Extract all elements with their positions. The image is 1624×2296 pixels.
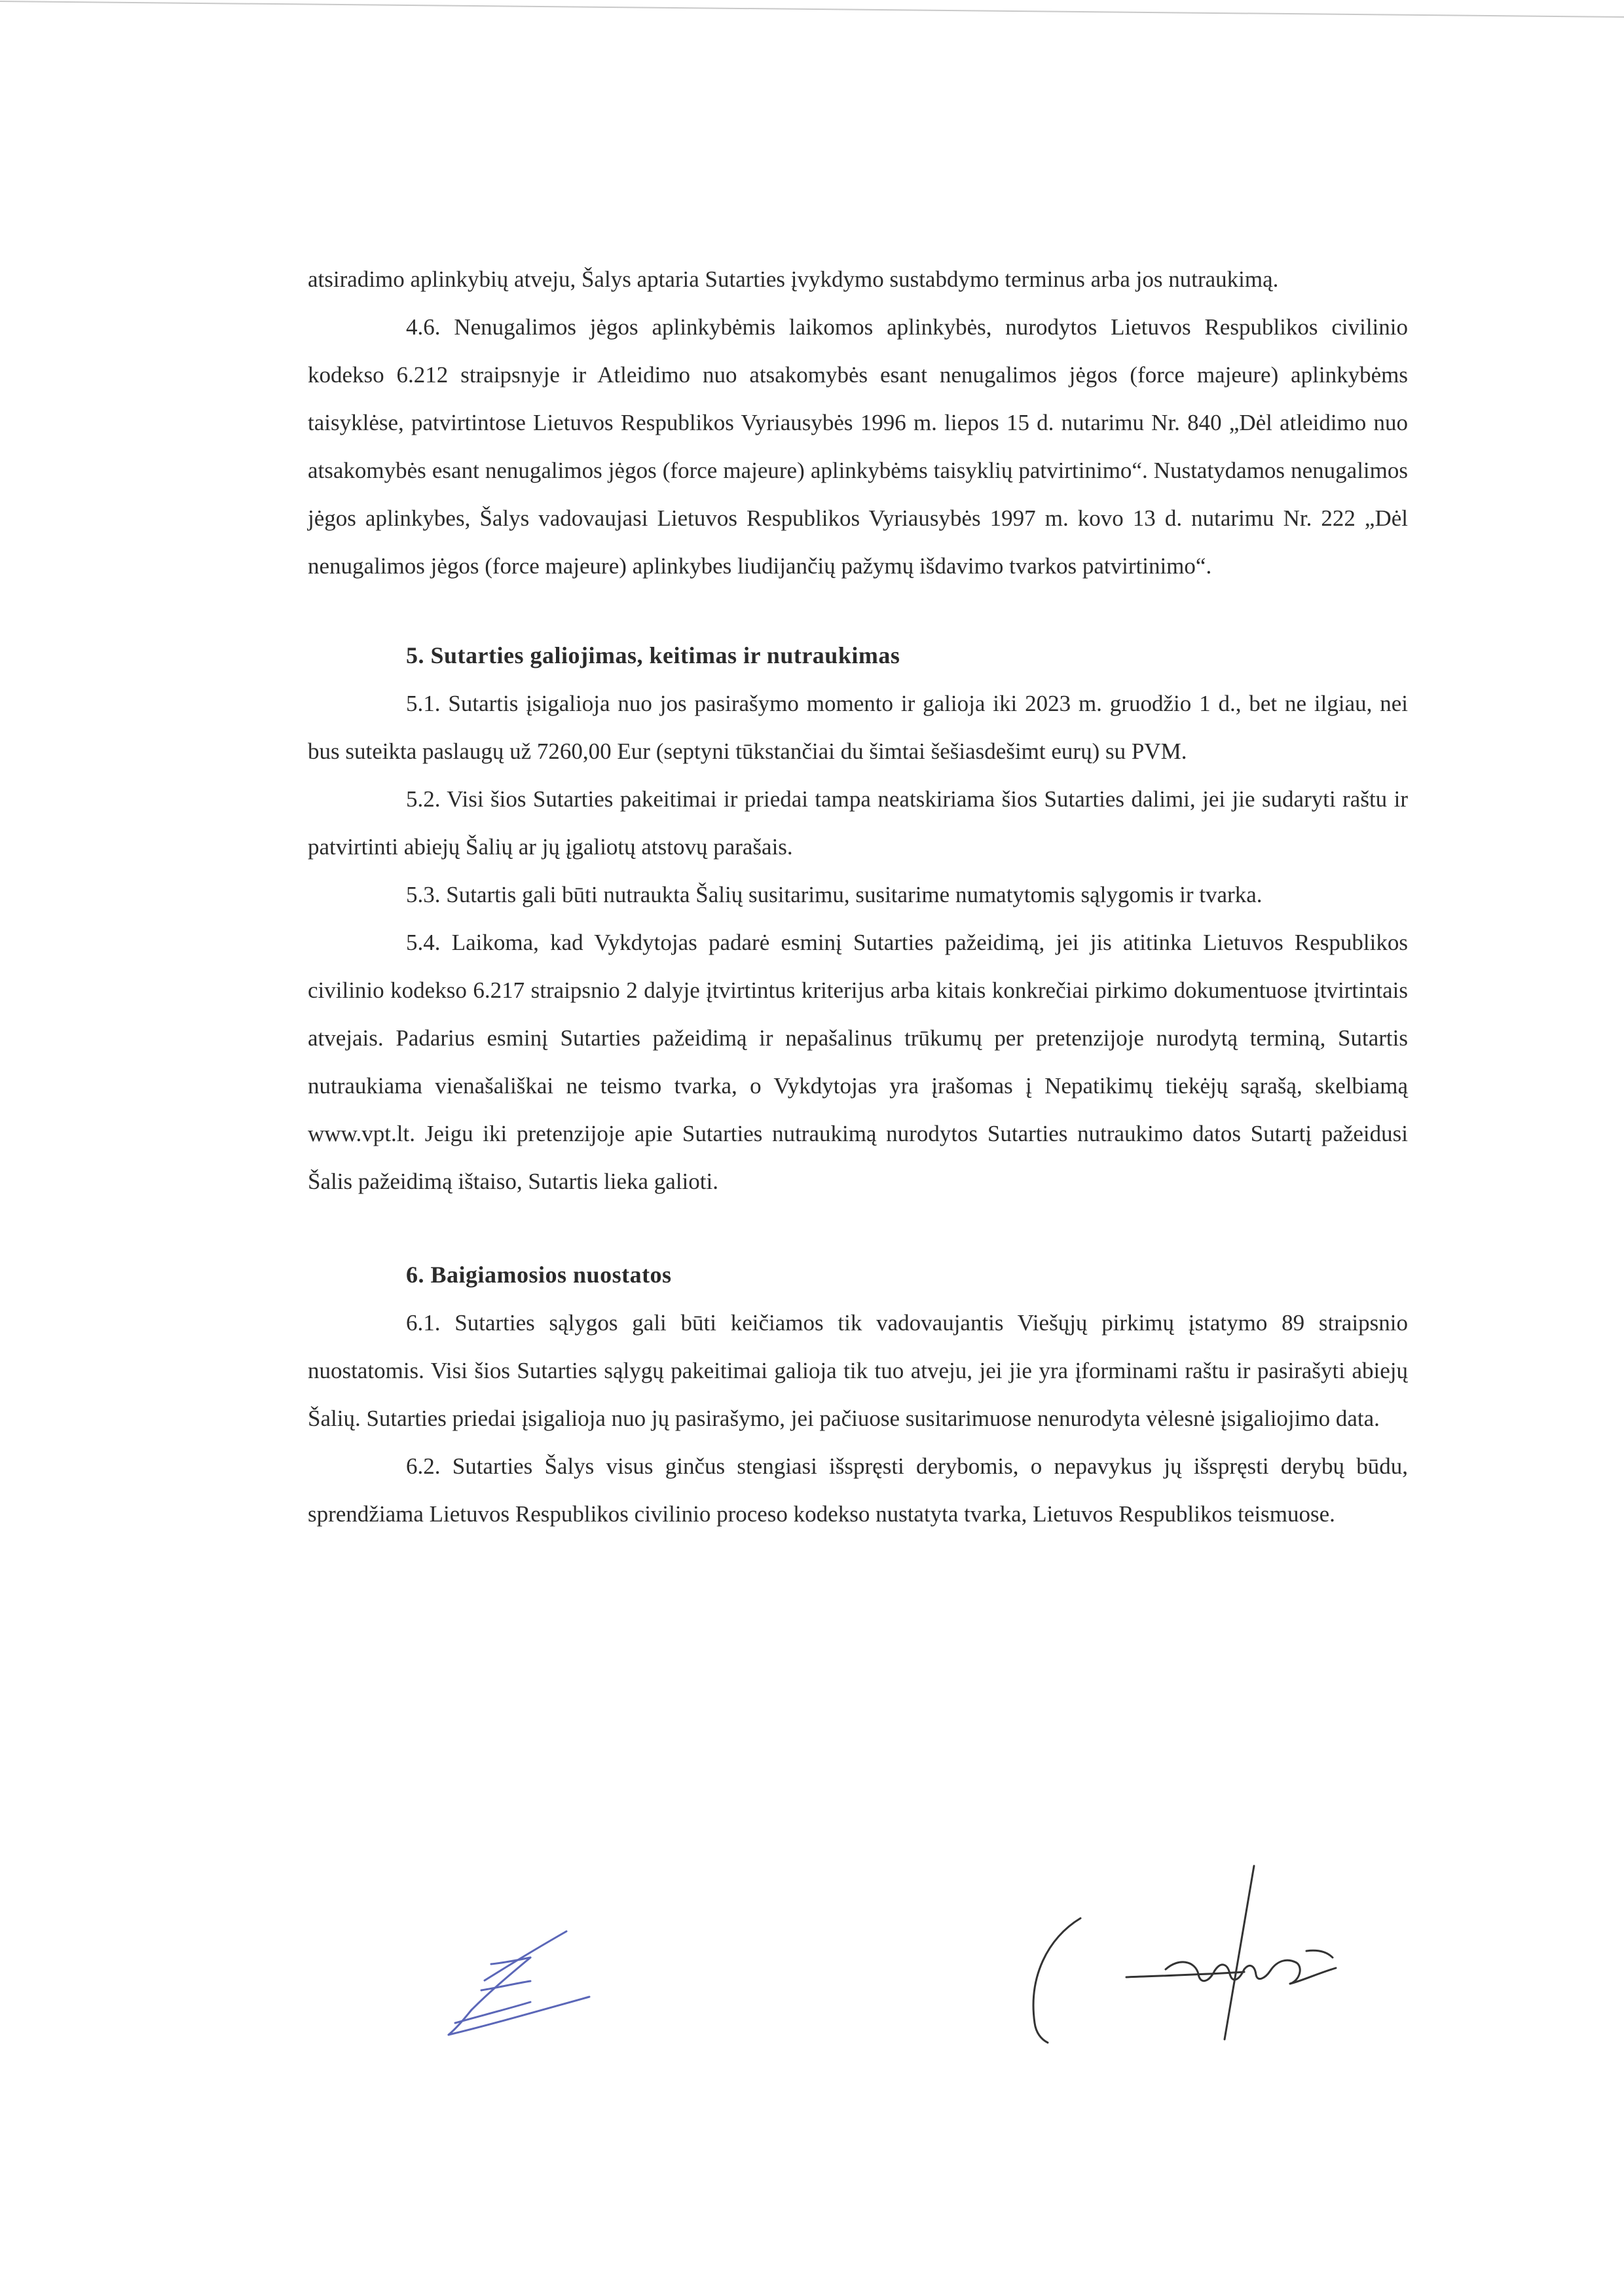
paragraph-5-1: 5.1. Sutartis įsigalioja nuo jos pasirašymo momento ir galioja iki 2023 m. gruodžio 1 d., bet ne ilgiau, nei bus suteikta paslaugų už 7260,00 Eur (septyni tūkstančiai du šimtai šešiasdešimt eurų) su PVM. [308, 691, 1408, 764]
paragraph-5-2: 5.2. Visi šios Sutarties pakeitimai ir priedai tampa neatskiriama šios Sutarties dalimi, jei jie sudaryti raštu ir patvirtinti abiejų Šalių ar jų įgaliotų atstovų parašais. [308, 786, 1408, 860]
paragraph-4-5-continuation: atsiradimo aplinkybių atveju, Šalys aptaria Sutarties įvykdymo sustabdymo terminus arba jos nutraukimą. [308, 266, 1279, 292]
paragraph-4-6: 4.6. Nenugalimos jėgos aplinkybėmis laikomos aplinkybės, nurodytos Lietuvos Respublikos civilinio kodekso 6.212 straipsnyje ir Atleidimo nuo atsakomybės esant nenugalimos jėgos (force majeure) aplinkybėms taisyklėse, patvirtintose Lietuvos Respublikos Vyriausybės 1996 m. liepos 15 d. nutarimu Nr. 840 „Dėl atleidimo nuo atsakomybės esant nenugalimos jėgos (force majeure) aplinkybėms taisyklių patvirtinimo“. Nustatydamos nenugalimos jėgos aplinkybes, Šalys vadovaujasi Lietuvos Respublikos Vyriausybės 1997 m. kovo 13 d. nutarimu Nr. 222 „Dėl nenugalimos jėgos (force majeure) aplinkybes liudijančių pažymų išdavimo tvarkos patvirtinimo“. [308, 314, 1408, 579]
paragraph-6-1: 6.1. Sutarties sąlygos gali būti keičiamos tik vadovaujantis Viešųjų pirkimų įstatymo 89 straipsnio nuostatomis. Visi šios Sutarties sąlygų pakeitimai galioja tik tuo atveju, jei jie yra įforminami raštu ir pasirašyti abiejų Šalių. Sutarties priedai įsigalioja nuo jų pasirašymo, jei pačiuose susitarimuose nenurodyta vėlesnė įsigaliojimo data. [308, 1310, 1408, 1431]
section-heading-5: 5. Sutarties galiojimas, keitimas ir nutraukimas [406, 642, 900, 668]
section-heading-6: 6. Baigiamosios nuostatos [406, 1262, 672, 1288]
scan-edge-line [0, 0, 1624, 26]
paragraph-5-4: 5.4. Laikoma, kad Vykdytojas padarė esminį Sutarties pažeidimą, jei jis atitinka Lietuvos Respublikos civilinio kodekso 6.217 straipsnio 2 dalyje įtvirtintus kriterijus arba kitais konkrečiai pirkimo dokumentuose įtvirtintais atvejais. Padarius esminį Sutarties pažeidimą ir nepašalinus trūkumų per pretenzijoje nurodytą terminą, Sutartis nutraukiama vienašališkai ne teismo tvarka, o Vykdytojas yra įrašomas į Nepatikimų tiekėjų sąrašą, skelbiamą www.vpt.lt. Jeigu iki pretenzijoje apie Sutarties nutraukimą nurodytos Sutarties nutraukimo datos Sutartį pažeidusi Šalis pažeidimą ištaiso, Sutartis lieka galioti. [308, 930, 1408, 1194]
signature-right-icon [1008, 1853, 1414, 2049]
paragraph-6-2: 6.2. Sutarties Šalys visus ginčus stengiasi išspręsti derybomis, o nepavykus jų išspręsti derybų būdu, sprendžiama Lietuvos Respublikos civilinio proceso kodekso nustatyta tvarka, Lietuvos Respublikos teismuose. [308, 1453, 1408, 1527]
signature-left-icon [432, 1918, 642, 2049]
document-body [308, 255, 1408, 1538]
paragraph-5-3: 5.3. Sutartis gali būti nutraukta Šalių susitarimu, susitarime numatytomis sąlygomis ir tvarka. [406, 882, 1263, 907]
